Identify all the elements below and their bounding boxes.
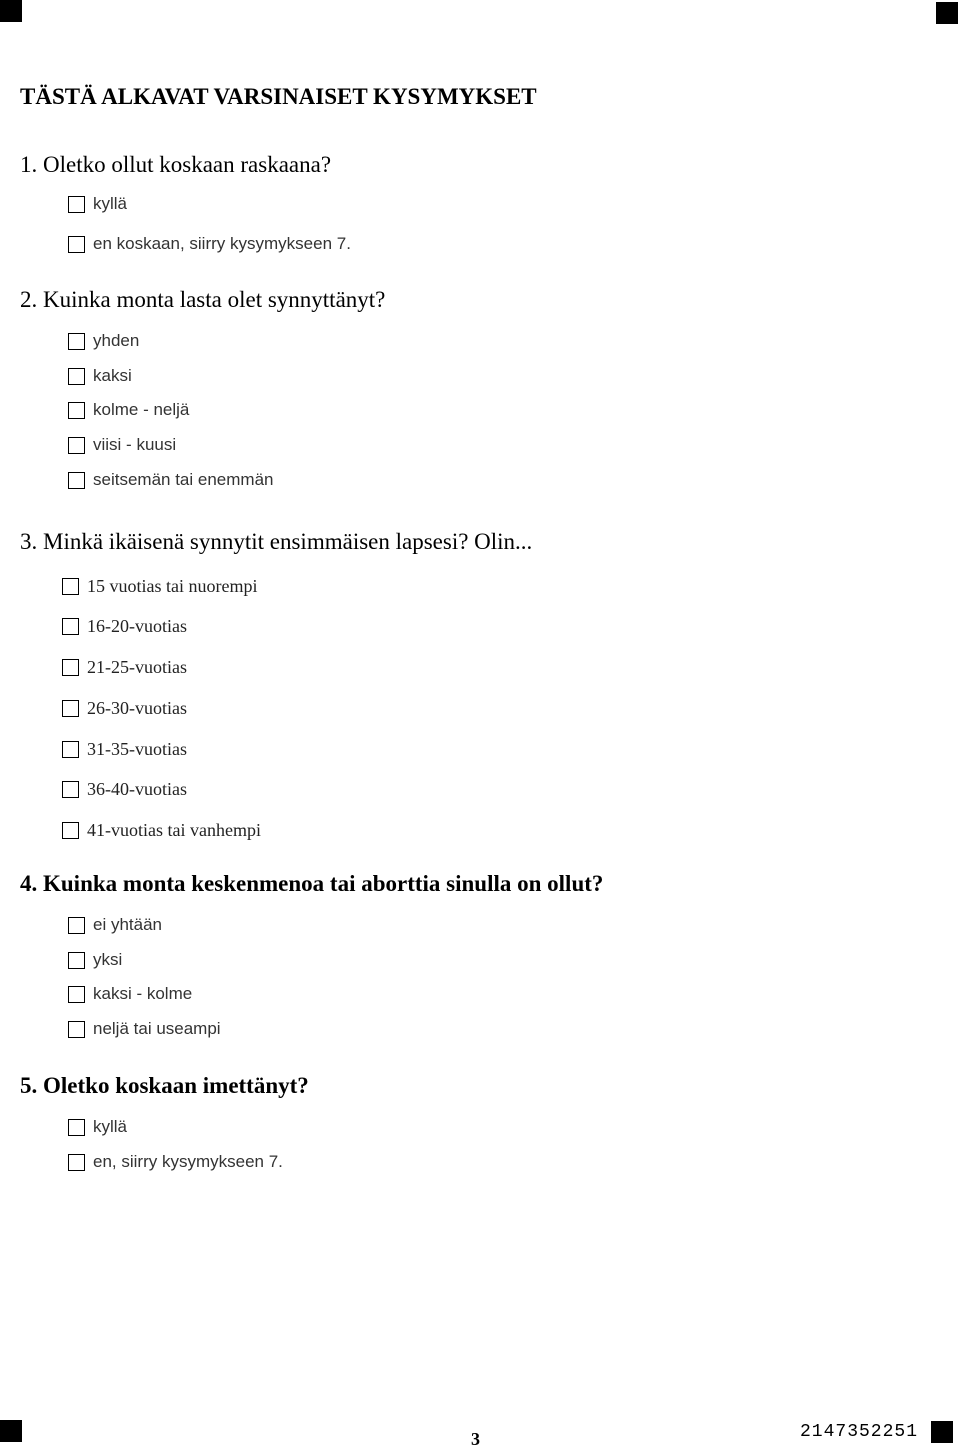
- option-label: 31-35-vuotias: [87, 739, 187, 759]
- option-label: 21-25-vuotias: [87, 657, 187, 677]
- checkbox[interactable]: [68, 986, 85, 1003]
- option-label: en, siirry kysymykseen 7.: [93, 1152, 283, 1171]
- q2-option-4[interactable]: [68, 435, 176, 455]
- q3-option-3[interactable]: [62, 657, 187, 678]
- option-label: viisi - kuusi: [93, 435, 177, 454]
- checkbox[interactable]: [68, 472, 85, 489]
- checkbox[interactable]: [68, 917, 85, 934]
- registration-mark-bottom-right: [931, 1421, 953, 1443]
- option-label: yksi: [93, 950, 123, 969]
- checkbox[interactable]: [62, 700, 79, 717]
- q5-option-no[interactable]: [68, 1152, 283, 1172]
- option-label: 36-40-vuotias: [87, 779, 187, 799]
- registration-mark-bottom-left: [0, 1420, 22, 1442]
- checkbox[interactable]: [62, 822, 79, 839]
- q3-option-7[interactable]: [62, 820, 261, 841]
- checkbox[interactable]: [68, 1021, 85, 1038]
- q4-option-1[interactable]: [68, 915, 162, 935]
- checkbox[interactable]: [68, 236, 85, 253]
- question-3: 3. Minkä ikäisenä synnytit ensimmäisen lapsesi? Olin...: [20, 529, 533, 554]
- option-label: kaksi: [93, 366, 132, 385]
- checkbox[interactable]: [62, 659, 79, 676]
- option-label: kaksi - kolme: [93, 984, 193, 1003]
- registration-mark-top-right: [936, 2, 958, 24]
- checkbox[interactable]: [62, 781, 79, 798]
- checkbox[interactable]: [68, 1119, 85, 1136]
- q3-option-2[interactable]: [62, 616, 187, 637]
- option-label: 41-vuotias tai vanhempi: [87, 820, 261, 840]
- option-label: 16-20-vuotias: [87, 616, 187, 636]
- registration-mark-top-left: [0, 0, 22, 22]
- checkbox[interactable]: [68, 196, 85, 213]
- checkbox[interactable]: [68, 368, 85, 385]
- q3-option-1[interactable]: [62, 576, 257, 597]
- option-label: seitsemän tai enemmän: [93, 470, 274, 489]
- q1-option-never[interactable]: [68, 234, 351, 254]
- q2-option-5[interactable]: [68, 470, 273, 490]
- option-label: neljä tai useampi: [93, 1019, 221, 1038]
- checkbox[interactable]: [68, 437, 85, 454]
- option-label: en koskaan, siirry kysymykseen 7.: [93, 234, 351, 253]
- q2-option-3[interactable]: [68, 400, 189, 420]
- option-label: yhden: [93, 331, 140, 350]
- checkbox[interactable]: [68, 333, 85, 350]
- question-5: 5. Oletko koskaan imettänyt?: [20, 1073, 309, 1098]
- q4-option-2[interactable]: [68, 950, 122, 970]
- checkbox[interactable]: [68, 1154, 85, 1171]
- checkbox[interactable]: [62, 578, 79, 595]
- question-4: 4. Kuinka monta keskenmenoa tai aborttia sinulla on ollut?: [20, 871, 604, 896]
- page-number: 3: [471, 1429, 480, 1449]
- checkbox[interactable]: [68, 952, 85, 969]
- checkbox[interactable]: [68, 402, 85, 419]
- question-1: 1. Oletko ollut koskaan raskaana?: [20, 152, 332, 177]
- q3-option-4[interactable]: [62, 698, 187, 719]
- option-label: 15 vuotias tai nuorempi: [87, 576, 258, 596]
- q2-option-1[interactable]: [68, 331, 139, 351]
- question-2: 2. Kuinka monta lasta olet synnyttänyt?: [20, 287, 386, 312]
- option-label: 26-30-vuotias: [87, 698, 187, 718]
- section-title: TÄSTÄ ALKAVAT VARSINAISET KYSYMYKSET: [20, 84, 537, 109]
- q3-option-6[interactable]: [62, 779, 187, 800]
- q4-option-3[interactable]: [68, 984, 192, 1004]
- q5-option-yes[interactable]: [68, 1117, 127, 1137]
- option-label: kyllä: [93, 1117, 128, 1136]
- q3-option-5[interactable]: [62, 739, 187, 760]
- option-label: ei yhtään: [93, 915, 162, 934]
- option-label: kyllä: [93, 194, 128, 213]
- q2-option-2[interactable]: [68, 366, 132, 386]
- form-code: 2147352251: [800, 1422, 919, 1442]
- option-label: kolme - neljä: [93, 400, 190, 419]
- q4-option-4[interactable]: [68, 1019, 221, 1039]
- checkbox[interactable]: [62, 618, 79, 635]
- checkbox[interactable]: [62, 741, 79, 758]
- q1-option-yes[interactable]: [68, 194, 127, 214]
